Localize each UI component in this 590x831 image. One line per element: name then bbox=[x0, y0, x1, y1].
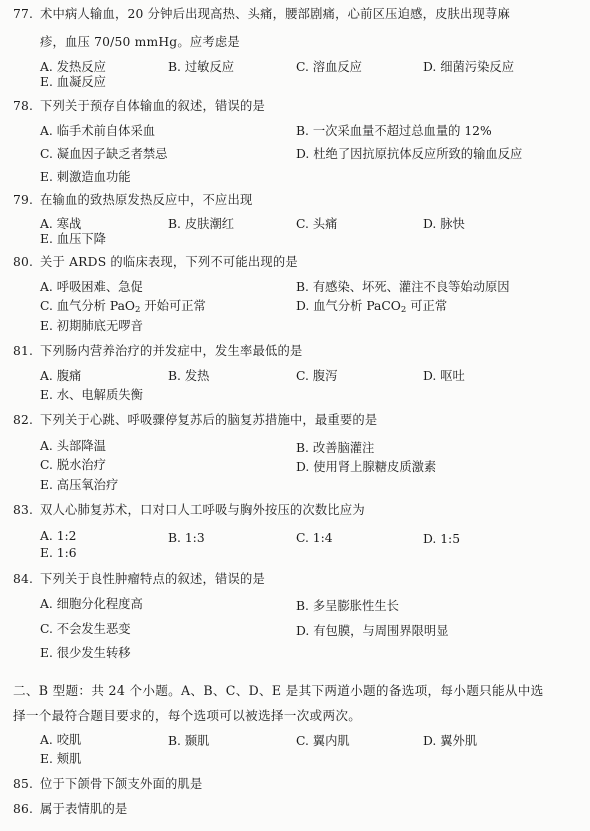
option-d: D. 呕吐 bbox=[423, 369, 465, 383]
question-number: 79. bbox=[13, 193, 34, 207]
option-b: B. 一次采血量不超过总血量的 12% bbox=[296, 124, 492, 138]
question-number: 82. bbox=[13, 413, 34, 427]
option-b: B. 皮肤潮红 bbox=[168, 217, 235, 231]
option-a: A. 发热反应 bbox=[40, 60, 106, 74]
option-b: B. 发热 bbox=[168, 369, 210, 383]
option-e: E. 血压下降 bbox=[40, 232, 106, 246]
option-c: C. 腹泻 bbox=[296, 369, 338, 383]
section-heading: 二、B 型题：共 24 个小题。A、B、C、D、E 是其下两道小题的备选项，每小题只能从中选 bbox=[13, 683, 544, 698]
option-c: C. 头痛 bbox=[296, 217, 338, 231]
option-a: A. 腹痛 bbox=[40, 369, 82, 383]
question-stem: 80. 关于 ARDS 的临床表现，下列不可能出现的是 bbox=[13, 255, 298, 269]
question-number: 85. bbox=[13, 777, 34, 791]
option-e: E. 很少发生转移 bbox=[40, 646, 131, 660]
option-c: C. 溶血反应 bbox=[296, 60, 362, 74]
question-number: 80. bbox=[13, 255, 34, 269]
option-e: E. 水、电解质失衡 bbox=[40, 388, 143, 402]
question-number: 77. bbox=[13, 7, 34, 21]
question-stem-continued: 疹，血压 70/50 mmHg。应考虑是 bbox=[40, 35, 240, 49]
option-b: B. 颞肌 bbox=[168, 734, 210, 748]
question-number: 81. bbox=[13, 344, 34, 358]
option-d: D. 翼外肌 bbox=[423, 734, 478, 748]
option-d: D. 杜绝了因抗原抗体反应所致的输血反应 bbox=[296, 147, 523, 161]
question-stem: 82. 下列关于心跳、呼吸骤停复苏后的脑复苏措施中，最重要的是 bbox=[13, 413, 378, 427]
option-d: D. 细菌污染反应 bbox=[423, 60, 515, 74]
question-stem: 84. 下列关于良性肿瘤特点的叙述，错误的是 bbox=[13, 572, 265, 586]
option-d: D. 有包膜，与周围界限明显 bbox=[296, 624, 449, 638]
option-a: A. 细胞分化程度高 bbox=[40, 597, 143, 611]
option-c: C. 1:4 bbox=[296, 531, 333, 545]
option-a: A. 临手术前自体采血 bbox=[40, 124, 156, 138]
question-number: 84. bbox=[13, 572, 34, 586]
option-d: D. 1:5 bbox=[423, 532, 461, 546]
option-a: A. 1:2 bbox=[40, 529, 77, 543]
option-e: E. 1:6 bbox=[40, 546, 77, 560]
question-stem: 81. 下列肠内营养治疗的并发症中，发生率最低的是 bbox=[13, 344, 303, 358]
option-d: D. 脉快 bbox=[423, 217, 465, 231]
question-number: 83. bbox=[13, 503, 34, 517]
option-b: B. 多呈膨胀性生长 bbox=[296, 599, 399, 613]
section-heading-continued: 择一个最符合题目要求的，每个选项可以被选择一次或两次。 bbox=[13, 708, 362, 723]
option-c: C. 不会发生恶变 bbox=[40, 622, 131, 636]
option-a: A. 头部降温 bbox=[40, 439, 106, 453]
option-d: D. 血气分析 PaCO$_2$ 可正常 bbox=[296, 299, 448, 315]
option-a: A. 咬肌 bbox=[40, 733, 82, 747]
question-number: 78. bbox=[13, 99, 34, 113]
option-c: C. 凝血因子缺乏者禁忌 bbox=[40, 147, 168, 161]
option-b: B. 过敏反应 bbox=[168, 60, 235, 74]
option-e: E. 初期肺底无啰音 bbox=[40, 319, 143, 333]
option-e: E. 高压氧治疗 bbox=[40, 478, 119, 492]
option-c: C. 翼内肌 bbox=[296, 734, 350, 748]
option-a: A. 寒战 bbox=[40, 217, 82, 231]
question-stem: 83. 双人心肺复苏术，口对口人工呼吸与胸外按压的次数比应为 bbox=[13, 503, 365, 517]
option-b: B. 改善脑灌注 bbox=[296, 441, 375, 455]
option-a: A. 呼吸困难、急促 bbox=[40, 280, 143, 294]
question-stem: 78. 下列关于预存自体输血的叙述，错误的是 bbox=[13, 99, 265, 113]
question-stem: 86. 属于表情肌的是 bbox=[13, 802, 128, 816]
option-e: E. 颊肌 bbox=[40, 752, 82, 766]
option-c: C. 脱水治疗 bbox=[40, 458, 106, 472]
option-e: E. 血凝反应 bbox=[40, 75, 106, 89]
option-b: B. 1:3 bbox=[168, 531, 205, 545]
option-d: D. 使用肾上腺糖皮质激素 bbox=[296, 460, 437, 474]
option-b: B. 有感染、坏死、灌注不良等始动原因 bbox=[296, 280, 510, 294]
option-c: C. 血气分析 PaO$_2$ 开始可正常 bbox=[40, 299, 206, 315]
question-number: 86. bbox=[13, 802, 34, 816]
option-e: E. 刺激造血功能 bbox=[40, 170, 131, 184]
question-stem: 77. 术中病人输血，20 分钟后出现高热、头痛，腰部剧痛，心前区压迫感，皮肤出现荨麻 bbox=[13, 7, 511, 21]
question-stem: 85. 位于下颌骨下颌支外面的肌是 bbox=[13, 777, 203, 791]
question-stem: 79. 在输血的致热原发热反应中，不应出现 bbox=[13, 193, 253, 207]
